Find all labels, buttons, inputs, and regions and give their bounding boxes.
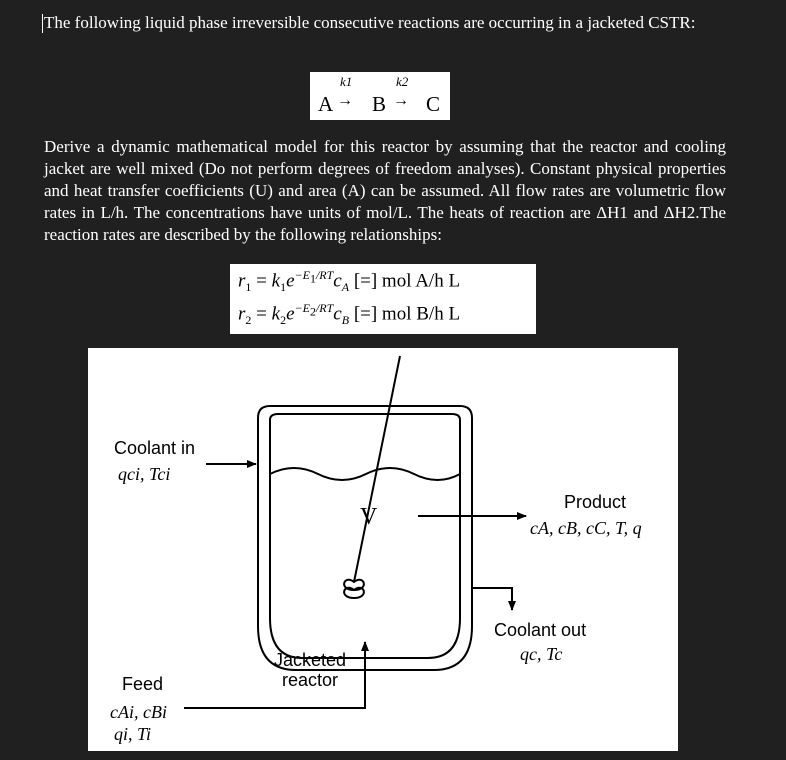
coolant-in-label: Coolant in	[114, 438, 196, 458]
jacket-outer	[258, 406, 472, 670]
liquid-surface	[270, 468, 460, 480]
rate-equations	[230, 264, 536, 334]
feed-vars-flow-temp: qi, Ti	[114, 724, 152, 744]
volume-label: V	[360, 504, 378, 530]
cstr-drawing	[88, 348, 678, 751]
coolant-out-label: Coolant out	[494, 620, 587, 640]
impeller	[344, 580, 364, 598]
cstr-diagram	[88, 348, 678, 751]
text-cursor	[42, 14, 43, 33]
problem-body: Derive a dynamic mathematical model for this reactor by assuming that the reactor and cooling jacket are well mixed (Do not perform degrees of freedom analyses). Constant physical properties and heat transfer coefficients (U) and area (A) can be assumed. All flow rates are volumetric flow rates in L/h. The concentrations have units of mol/L. The heats of reaction are ΔH1 and ΔH2.The reaction rates are described by the following relationships:	[44, 137, 726, 244]
coolant-in-vars: qci, Tci	[118, 464, 171, 484]
species-c: C	[426, 92, 441, 116]
product-label: Product	[564, 492, 627, 512]
species-b: B	[372, 92, 387, 116]
coolant-out-line	[472, 588, 512, 610]
feed-label: Feed	[122, 674, 164, 694]
reaction-scheme	[310, 72, 450, 120]
product-vars: cA, cB, cC, T, q	[530, 518, 642, 538]
reactor-label: Jacketed reactor	[273, 650, 347, 690]
rate-constant-k2: k2	[396, 74, 409, 89]
rate-constant-k1: k1	[340, 74, 353, 89]
vessel-wall	[270, 414, 460, 658]
rate-equation-r1: $r_1 = k_1e^{-E_1/RT}c_A$ [=] mol A/h L	[238, 268, 461, 295]
rate-equation-r2: $r_2 = k_2e^{-E_2/RT}c_B$ [=] mol B/h L	[238, 301, 461, 328]
species-a: A	[318, 92, 334, 116]
problem-intro: The following liquid phase irreversible consecutive reactions are occurring in a jacketed CSTR:	[44, 13, 696, 32]
arrow-2: →	[393, 92, 409, 109]
feed-vars-concentrations: cAi, cBi	[110, 702, 167, 722]
arrow-1: →	[337, 92, 353, 109]
coolant-out-vars: qc, Tc	[520, 644, 563, 664]
